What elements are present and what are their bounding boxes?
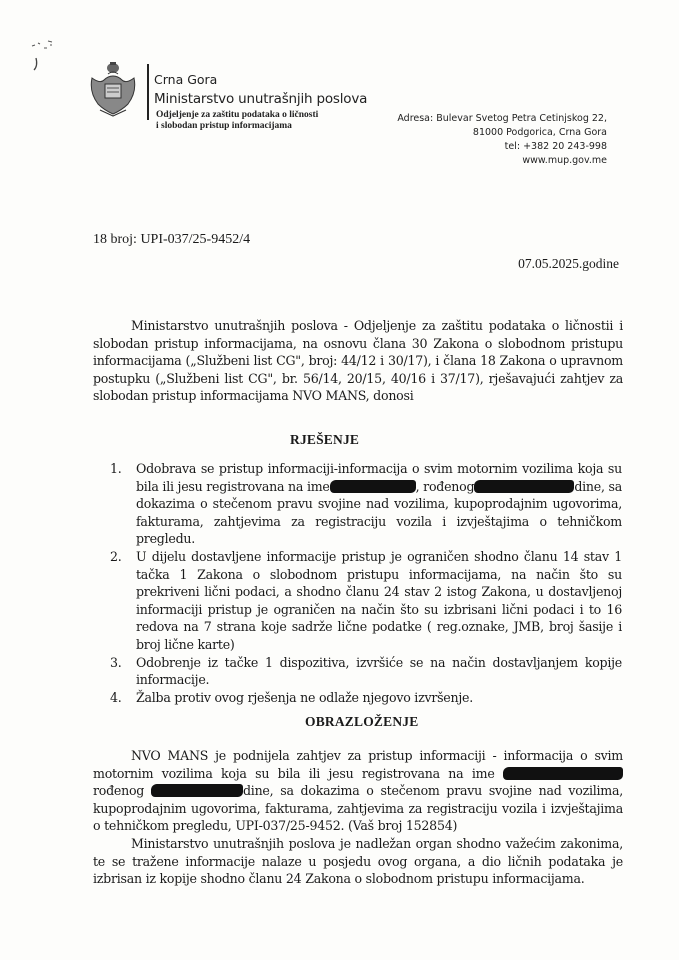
intro-paragraph: Ministarstvo unutrašnjih poslova - Odjeljenje za zaštitu podataka o ličnostii i slobodan pristup informacijama, na osnovu člana 30 Zakona o slobodnom pristupu informacijama („Službeni list CG", broj: 44/12 i 30/17), i člana 18 Zakona o upravnom postupku („Službeni list CG", br. 56/14, 20/15, 40/16 i 37/17), rješavajući zahtjev za slobodan pristup informacijama NVO MANS, donosi bbox=[93, 318, 623, 404]
department-line-2: i slobodan pristup informacijama bbox=[156, 121, 292, 131]
reasoning-title: OBRAZLOŽENJE bbox=[305, 714, 419, 729]
letterhead-department bbox=[156, 110, 318, 132]
reasoning-paragraph-2: Ministarstvo unutrašnjih poslova je nadležan organ shodno važećim zakonima, te se tražene informacije nalaze u posjedu ovog organa, a dio ličnih podataka je izbrisan iz kopije shodno članu 24 Zakona o slobodnom pristupu informacijama. bbox=[93, 835, 623, 887]
website: www.mup.gov.me bbox=[522, 155, 607, 166]
letterhead-address bbox=[397, 112, 607, 168]
redacted-birthdate bbox=[474, 480, 574, 493]
coat-of-arms-icon bbox=[88, 60, 138, 120]
decision-item-2: 2. U dijelu dostavljene informacije pristup je ograničen shodno članu 14 stav 1 tačka 1 Zakona o slobodnom pristupu informacijama, na način što su prekriveni lični podaci, a shodno članu 24 stav 2 istog Zakona, u dostavljenoj informaciji pristup je ograničen na način što su izbrisani lični podaci i to 16 redova na 7 strana koje sadrže lične podatke ( reg.oznake, JMB, broj šasije i broj lične karte) bbox=[110, 548, 622, 652]
item-number: 1. bbox=[110, 461, 122, 476]
phone: tel: +382 20 243-998 bbox=[504, 141, 607, 152]
reasoning-body bbox=[93, 747, 623, 888]
document-date: 07.05.2025.godine bbox=[518, 256, 619, 271]
address-line-2: 81000 Podgorica, Crna Gora bbox=[472, 127, 607, 138]
item-number: 3. bbox=[110, 654, 122, 670]
decision-title: RJEŠENJE bbox=[290, 432, 360, 447]
letterhead-divider bbox=[147, 64, 149, 120]
handwritten-mark bbox=[30, 38, 60, 78]
redacted-birthdate bbox=[151, 784, 243, 797]
reference-number: 18 broj: UPI-037/25-9452/4 bbox=[93, 232, 251, 247]
redacted-name bbox=[330, 480, 416, 493]
address-line-1: Adresa: Bulevar Svetog Petra Cetinjskog 22, bbox=[397, 113, 607, 124]
letterhead-country: Crna Gora bbox=[154, 72, 218, 87]
letterhead-ministry: Ministarstvo unutrašnjih poslova bbox=[154, 91, 368, 107]
decision-list bbox=[110, 460, 622, 706]
item-number: 4. bbox=[110, 689, 122, 705]
redacted-name bbox=[503, 767, 623, 780]
department-line-1: Odjeljenje za zaštitu podataka o ličnosti bbox=[156, 110, 319, 120]
reasoning-paragraph-1: NVO MANS je podnijela zahtjev za pristup informaciji - informacija o svim motornim vozilima koja su bila ili jesu registrovana na ime rođenog dine, sa dokazima o stečenom pravu svojine nad vozilima, kupoprodajnim ugovorima, fakturama, zahtjevima za registraciju vozila i izvještajima o tehničkom pregledu, UPI-037/25-9452. (Vaš broj 152854) bbox=[93, 748, 623, 834]
decision-item-1: 1. Odobrava se pristup informaciji-informacija o svim motornim vozilima koja su bila ili jesu registrovana na ime , rođenog dine, sa dokazima o stečenom pravu svojine nad vozilima, kupoprodajnim ugovorima, fakturama, zahtjevima za registraciju vozila i izvještajima o tehničkom pregledu. bbox=[110, 461, 622, 547]
decision-item-3: 3. Odobrenje iz tačke 1 dispozitiva, izvršiće se na način dostavljanjem kopije informacije. bbox=[110, 654, 622, 688]
item-number: 2. bbox=[110, 548, 122, 564]
decision-item-4: 4. Žalba protiv ovog rješenja ne odlaže njegovo izvršenje. bbox=[110, 689, 473, 705]
